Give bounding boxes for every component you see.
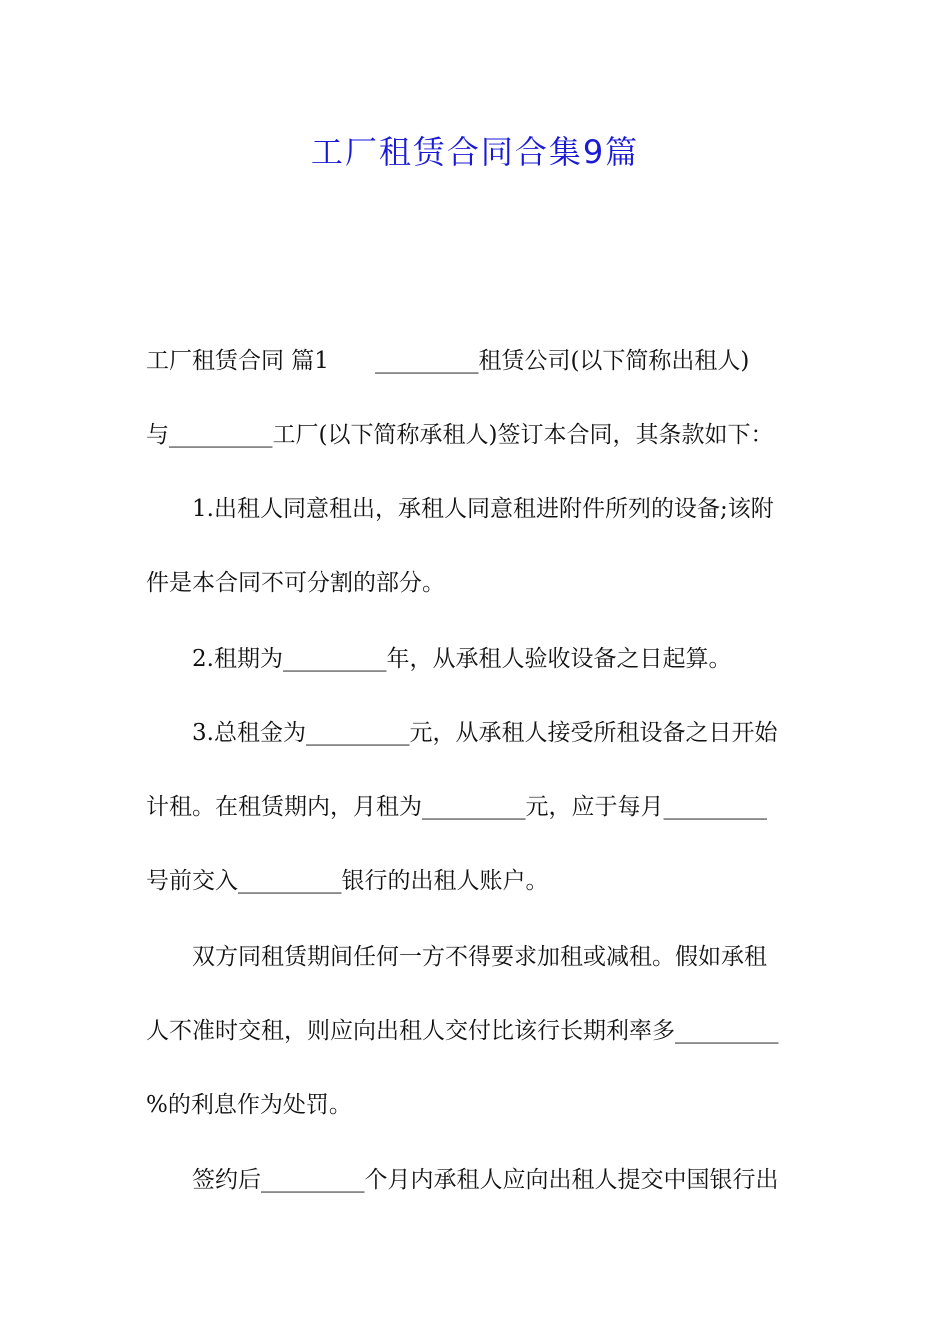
text-line-3-content: 1.出租人同意租出，承租人同意租进附件所列的设备;该附 bbox=[192, 496, 774, 522]
text-line-10-content: 人不准时交租，则应向出租人交付比该行长期利率多_________ bbox=[146, 1018, 779, 1044]
text-line-9 bbox=[192, 937, 816, 977]
text-line-2 bbox=[146, 415, 816, 455]
text-line-1-content: 工厂租赁合同 篇1 _________租赁公司(以下简称出租人) bbox=[146, 348, 750, 374]
document-title: 工厂租赁合同合集9篇 bbox=[310, 133, 640, 171]
text-line-2-content: 与_________工厂(以下简称承租人)签订本合同，其条款如下： bbox=[146, 422, 774, 448]
text-line-4 bbox=[146, 563, 816, 603]
text-line-12 bbox=[192, 1160, 816, 1200]
text-line-9-content: 双方同租赁期间任何一方不得要求加租或减租。假如承租 bbox=[192, 944, 767, 970]
text-line-4-content: 件是本合同不可分割的部分。 bbox=[146, 570, 445, 596]
text-line-8-content: 号前交入_________银行的出租人账户。 bbox=[146, 868, 549, 894]
text-line-5 bbox=[192, 639, 816, 679]
text-line-6-content: 3.总租金为_________元，从承租人接受所租设备之日开始 bbox=[192, 720, 778, 746]
text-line-8 bbox=[146, 861, 816, 901]
text-line-11-content: %的利息作为处罚。 bbox=[146, 1092, 352, 1118]
text-line-6 bbox=[192, 713, 816, 753]
text-line-11 bbox=[146, 1085, 816, 1125]
text-line-3 bbox=[192, 489, 816, 529]
text-line-1 bbox=[146, 341, 816, 381]
text-line-7 bbox=[146, 787, 816, 827]
text-line-7-content: 计租。在租赁期内，月租为_________元，应于每月_________ bbox=[146, 794, 767, 820]
text-line-10 bbox=[146, 1011, 816, 1051]
text-line-5-content: 2.租期为_________年，从承租人验收设备之日起算。 bbox=[192, 646, 732, 672]
text-line-12-content: 签约后_________个月内承租人应向出租人提交中国银行出 bbox=[192, 1167, 779, 1193]
